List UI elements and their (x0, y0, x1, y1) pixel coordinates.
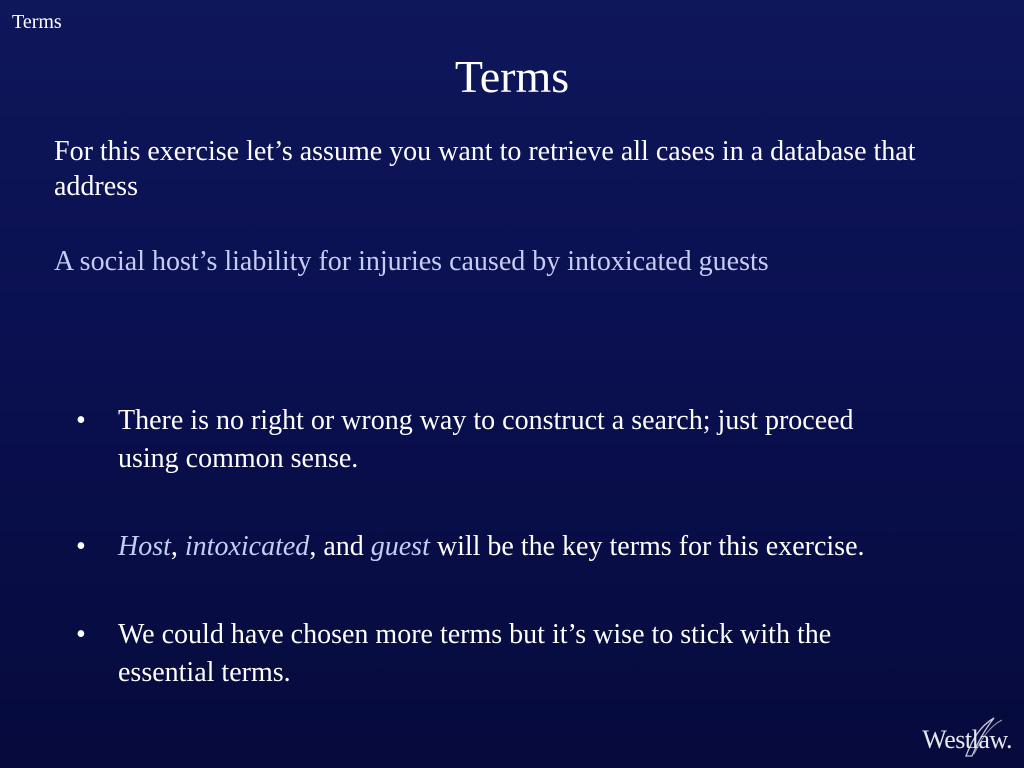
bullet-item-3 (76, 616, 916, 692)
bullet-marker: • (76, 619, 86, 650)
key-term-guest: guest (370, 531, 430, 562)
slide-title: Terms (454, 51, 570, 102)
separator-2: , and (309, 531, 371, 562)
bullet-marker: • (76, 405, 86, 436)
key-term-intoxicated: intoxicated (184, 531, 310, 562)
bullet-item-2 (76, 528, 916, 566)
westlaw-logo (916, 714, 1016, 760)
bullet-marker: • (76, 531, 86, 562)
corner-label: Terms (12, 11, 62, 33)
bullet-list (76, 402, 916, 742)
bullet-text-3: We could have chosen more terms but it’s wise to stick with the essential terms. (118, 619, 832, 688)
key-term-host: Host (118, 531, 171, 562)
logo-text: Westlaw. (922, 725, 1012, 754)
bullet-item-1 (76, 402, 916, 478)
search-topic: A social host’s liability for injuries caused by intoxicated guests (54, 246, 769, 277)
intro-text: For this exercise let’s assume you want to retrieve all cases in a database that address (54, 136, 916, 202)
separator-1: , (170, 531, 185, 562)
bullet-text-2-rest: will be the key terms for this exercise. (429, 531, 865, 562)
bullet-text-1: There is no right or wrong way to construct a search; just proceed using common sense. (118, 405, 854, 474)
bullet-text-2 (118, 531, 865, 562)
